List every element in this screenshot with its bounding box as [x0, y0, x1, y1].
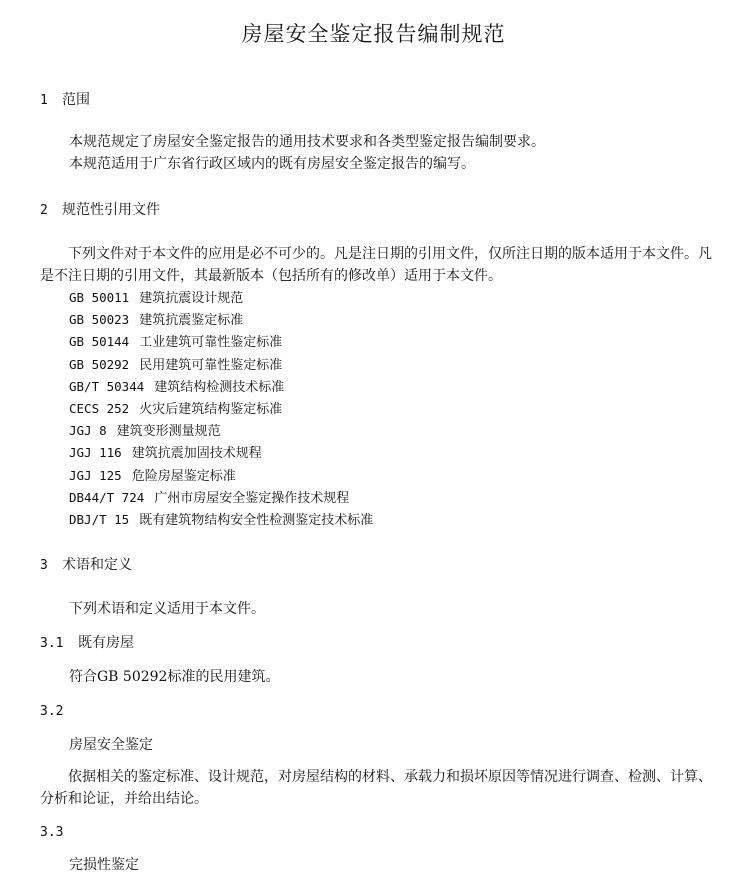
section-number: 1: [40, 93, 48, 108]
section-2-intro: 下列文件对于本文件的应用是必不可少的。凡是注日期的引用文件，仅所注日期的版本适用于本文件。凡是不注日期的引用文件，其最新版本（包括所有的修改单）适用于本文件。: [40, 246, 712, 284]
term-number: 3.3: [40, 825, 64, 840]
reference-item: [69, 444, 373, 466]
reference-code: JGJ 116: [69, 445, 122, 461]
reference-name: 广州市房屋安全鉴定操作技术规程: [154, 490, 350, 506]
reference-code: GB 50292: [69, 356, 130, 372]
reference-code: GB 50011: [69, 290, 130, 305]
reference-code: DB44/T 724: [69, 489, 145, 505]
term-3-1-heading: [40, 634, 134, 653]
section-title: 规范性引用文件: [62, 202, 160, 218]
section-1-heading: [40, 91, 90, 110]
reference-code: DBJ/T 15: [69, 511, 130, 527]
reference-name: 既有建筑物结构安全性检测鉴定技术标准: [139, 512, 374, 528]
section-number: 2: [40, 203, 48, 218]
reference-item: [69, 400, 373, 422]
term-title: 既有房屋: [78, 635, 134, 651]
reference-item: [69, 333, 373, 355]
reference-item: [69, 467, 373, 489]
reference-code: CECS 252: [69, 400, 130, 416]
term-3-2-title: 房屋安全鉴定: [69, 737, 153, 753]
reference-name: 民用建筑可靠性鉴定标准: [139, 357, 283, 373]
reference-item: [69, 422, 373, 444]
term-3-2-definition: 依据相关的鉴定标准、设计规范，对房屋结构的材料、承载力和损坏原因等情况进行调查、检测、计算、分析和论证，并给出结论。: [40, 769, 712, 807]
reference-item: [69, 356, 373, 378]
reference-code: GB/T 50344: [69, 378, 145, 394]
reference-name: 工业建筑可靠性鉴定标准: [139, 335, 283, 351]
reference-item: [69, 489, 373, 511]
section-number: 3: [40, 558, 48, 573]
term-3-3-title: 完损性鉴定: [69, 857, 139, 873]
reference-name: 建筑抗震设计规范: [139, 291, 244, 306]
reference-name: 建筑变形测量规范: [116, 424, 221, 440]
section-title: 术语和定义: [62, 557, 132, 573]
section-3-intro: 下列术语和定义适用于本文件。: [69, 601, 265, 617]
reference-code: JGJ 125: [69, 467, 122, 483]
reference-name: 建筑抗震加固技术规程: [131, 446, 262, 462]
section-3-heading: [40, 556, 132, 575]
term-3-2-number: [40, 702, 78, 721]
document-title: 房屋安全鉴定报告编制规范: [241, 22, 506, 46]
term-number: 3.1: [40, 636, 64, 651]
reference-code: JGJ 8: [69, 423, 107, 439]
reference-item: [69, 289, 373, 311]
reference-code: GB 50144: [69, 334, 130, 350]
section-title: 范围: [62, 92, 90, 108]
reference-item: [69, 511, 373, 533]
reference-name: 火灾后建筑结构鉴定标准: [139, 401, 283, 417]
section-2-heading: [40, 201, 160, 220]
term-3-3-number: [40, 823, 78, 842]
reference-list: [69, 289, 373, 533]
reference-code: GB 50023: [69, 312, 130, 328]
reference-name: 建筑结构检测技术标准: [154, 379, 285, 395]
term-number: 3.2: [40, 704, 64, 719]
term-3-1-definition: 符合GB 50292标准的民用建筑。: [69, 669, 280, 685]
section-1-line-2: 本规范适用于广东省行政区域内的既有房屋安全鉴定报告的编写。: [69, 156, 475, 172]
reference-item: [69, 378, 373, 400]
reference-name: 危险房屋鉴定标准: [131, 468, 236, 484]
reference-item: [69, 311, 373, 333]
section-1-line-1: 本规范规定了房屋安全鉴定报告的通用技术要求和各类型鉴定报告编制要求。: [69, 134, 545, 150]
reference-name: 建筑抗震鉴定标准: [139, 313, 244, 329]
